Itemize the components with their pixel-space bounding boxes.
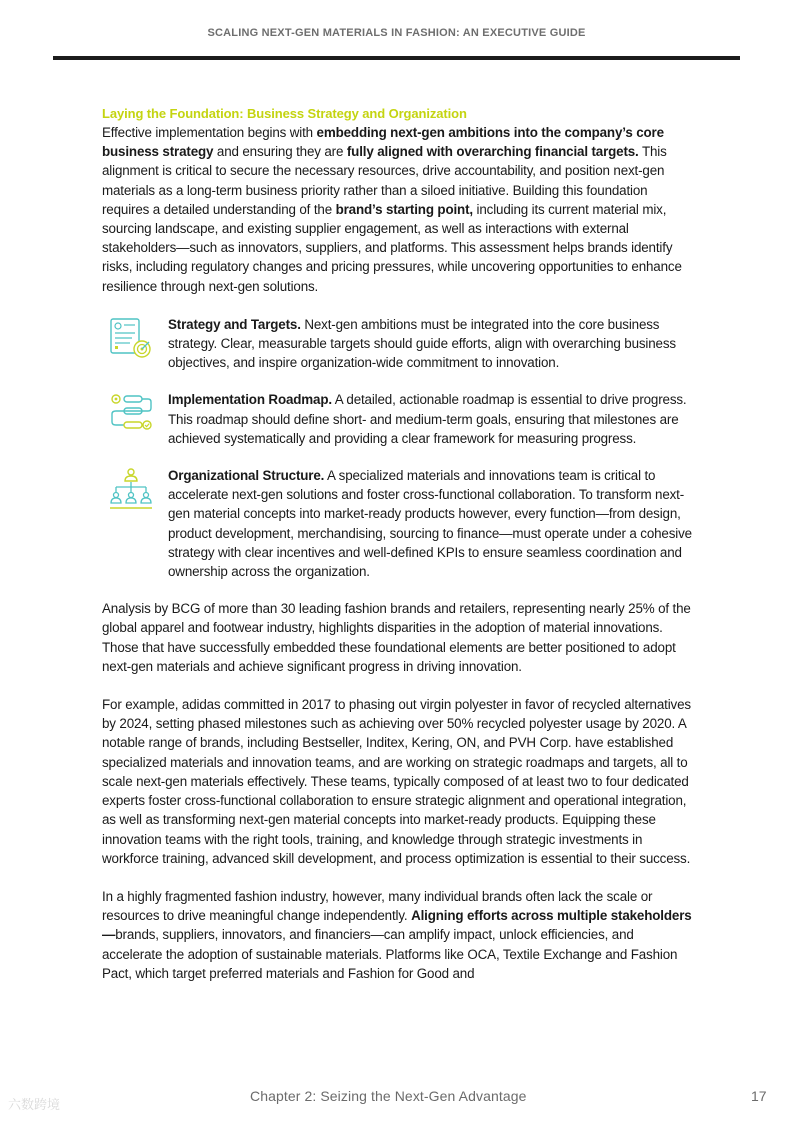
feature-body: A specialized materials and innovations team is critical to accelerate next-gen solutions and foster cross-functional collaboration. To transform next-gen material concepts into market-ready products however, every function—from design, product development, merchandising, sourcing to finance—must operate under a cohesive strategy with clear incentives and well-defined KPIs to ensure seamless coordination and ownership across the organization. bbox=[168, 468, 692, 580]
feature-title: Strategy and Targets. bbox=[168, 316, 301, 332]
feature-text bbox=[168, 466, 694, 581]
page-content bbox=[102, 104, 694, 983]
intro-text-3: This alignment is critical to secure the necessary resources, drive accountability, and position next-gen materials as a long-term business priority rather than a siloed initiative. Building this foundation requires a detailed understanding of the bbox=[102, 144, 667, 217]
paragraph-gap bbox=[102, 868, 694, 887]
feature-strategy-targets bbox=[102, 315, 694, 373]
feature-body: Next-gen ambitions must be integrated into the core business strategy. Clear, measurable targets should guide efforts, align with overarching business objectives, and inspire organization-wide commitment to innovation. bbox=[168, 316, 676, 371]
intro-bold-2: fully aligned with overarching financial targets. bbox=[346, 144, 639, 160]
page-number: 17 bbox=[751, 1088, 767, 1104]
feature-body: A detailed, actionable roadmap is essential to drive progress. This roadmap should define short- and medium-term goals, ensuring that milestones are achieved systematically and providing a clear framework for measuring progress. bbox=[168, 392, 687, 446]
intro-bold-1: embedding next-gen ambitions into the company’s core business strategy bbox=[102, 125, 664, 160]
feature-title: Implementation Roadmap. bbox=[168, 392, 332, 408]
footer-chapter-title: Chapter 2: Seizing the Next-Gen Advantage bbox=[250, 1088, 527, 1104]
section-heading: Laying the Foundation: Business Strategy and Organization bbox=[102, 106, 467, 121]
feature-list bbox=[102, 315, 694, 581]
feature-text bbox=[168, 315, 694, 373]
feature-implementation-roadmap bbox=[102, 390, 694, 448]
fragmented-text-1: In a highly fragmented fashion industry, however, many individual brands often lack the scale or resources to drive meaningful change independently. bbox=[102, 888, 653, 924]
intro-text-1: Effective implementation begins with bbox=[102, 125, 317, 140]
watermark: 六数跨境 bbox=[8, 1098, 61, 1113]
feature-text bbox=[168, 390, 694, 448]
running-header: SCALING NEXT-GEN MATERIALS IN FASHION: AN EXECUTIVE GUIDE bbox=[207, 27, 586, 39]
fragmented-industry-paragraph bbox=[102, 887, 694, 983]
fragmented-bold-1: Aligning efforts across multiple stakeholders— bbox=[102, 908, 692, 943]
roadmap-icon bbox=[108, 392, 154, 436]
analysis-paragraph: Analysis by BCG of more than 30 leading fashion brands and retailers, representing nearly 25% of the global apparel and footwear industry, highlights disparities in the adoption of material innovations. Those that have successfully embedded these foundational elements are better positioned to adopt next-gen materials and achieve significant progress in driving innovation. bbox=[102, 601, 691, 674]
feature-organizational-structure bbox=[102, 466, 694, 581]
org-structure-icon bbox=[108, 468, 154, 512]
example-paragraph: For example, adidas committed in 2017 to phasing out virgin polyester in favor of recycled alternatives by 2024, setting phased milestones such as achieving over 50% recycled polyester usage by 2020. A notable range of brands, including Bestseller, Inditex, Kering, ON, and PVH Corp. have established specialized materials and innovation teams, and are working on strategic roadmaps and targets, all to scale next-gen materials effectively. These teams, typically composed of at least two to four dedicated experts foster cross-functional collaboration to ensure strategic alignment and operational integration, as well as transforming next-gen material concepts into market-ready products. Equipping these innovation teams with the right tools, training, and knowledge through strategic investments in workforce training, advanced skill development, and process optimization is essential to their success. bbox=[102, 697, 691, 866]
fragmented-text-2: brands, suppliers, innovators, and financiers—can amplify impact, unlock efficiencies, and accelerate the adoption of sustainable materials. Platforms like OCA, Textile Exchange and Fashion Pact, which target preferred materials and Fashion for Good and bbox=[102, 927, 678, 981]
paragraph-gap bbox=[102, 676, 694, 695]
strategy-targets-icon bbox=[108, 317, 154, 361]
header-rule bbox=[53, 56, 740, 60]
feature-title: Organizational Structure. bbox=[168, 468, 325, 484]
intro-bold-3: brand’s starting point, bbox=[335, 201, 473, 217]
intro-text-2: and ensuring they are bbox=[213, 144, 347, 160]
intro-paragraph bbox=[102, 123, 694, 296]
intro-text-4: including its current material mix, sourcing landscape, and existing supplier engagement, as well as interactions with external stakeholders—such as innovators, suppliers, and platforms. This assessment helps brands identify risks, including regulatory changes and pricing pressures, while uncovering opportunities to enhance resilience through next-gen solutions. bbox=[102, 201, 682, 294]
